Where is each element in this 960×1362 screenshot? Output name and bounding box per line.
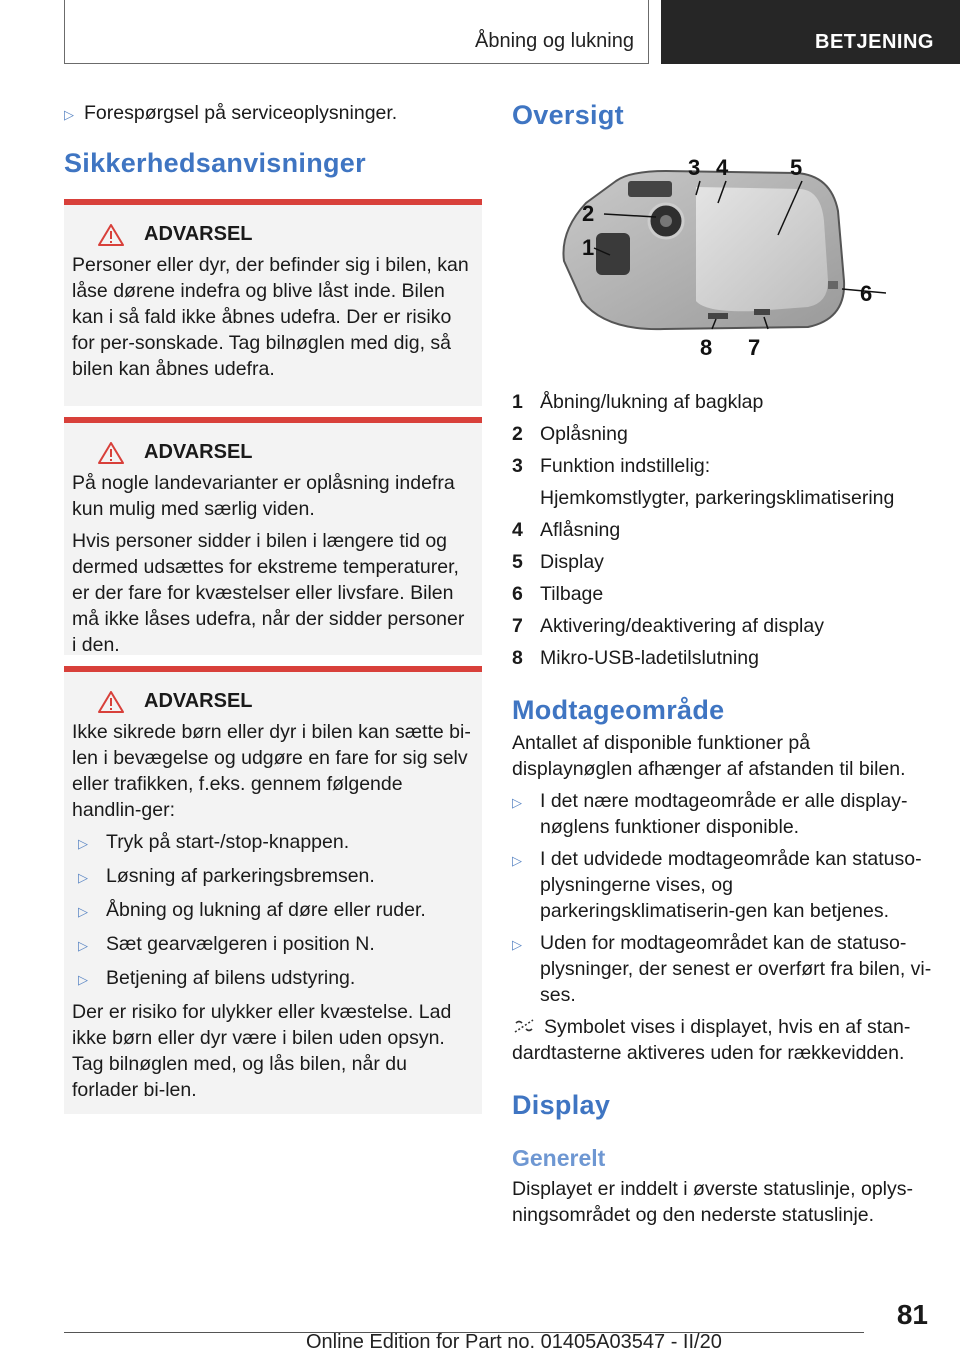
triangle-bullet-icon: ▷ [78,972,88,987]
list-item-text: Tryk på start-/stop-knappen. [106,831,350,853]
warning-box [64,417,482,655]
reception-heading: Modtageområde [512,695,725,725]
warning-bullet-list [72,829,474,993]
callout-8: 8 [700,335,713,360]
warning-header [72,223,474,246]
display-key-figure [546,151,886,373]
callout-3: 3 [688,155,701,180]
safety-heading: Sikkerhedsanvisninger [64,148,366,178]
legend-text: Åbning/lukning af bagklap [540,391,764,413]
legend-number: 1 [512,391,523,413]
warning-text: Ikke sikrede børn eller dyr i bilen kan sætte bi-len i bevægelse og udgøre en fare for sig selv eller trafikken, f.eks. gennem følgende handlin-ger: [72,721,471,821]
list-item-text: Betjening af bilens udstyring. [106,967,356,989]
list-item-text: Løsning af parkeringsbremsen. [106,865,375,887]
legend-number: 2 [512,423,523,445]
symbol-note-text: Symbolet vises i displayet, hvis en af stan-dardtasterne aktiveres uden for rækkevidden. [512,1016,911,1064]
legend-item [512,389,932,415]
legend-item [512,613,932,639]
legend-number: 3 [512,455,523,477]
header-section-box [64,0,649,64]
legend-text: Aflåsning [540,519,621,541]
legend-item [512,645,932,671]
callout-4: 4 [716,155,729,180]
callout-7: 7 [748,335,761,360]
general-text: Displayet er inddelt i øverste statuslinje, oplys-ningsområdet og den nederste statuslinje. [512,1178,913,1226]
list-item [512,788,932,840]
page-number: 81 [896,1299,928,1330]
list-item [72,863,474,891]
warning-title: ADVARSEL [144,690,253,712]
list-item-text: Forespørgsel på serviceoplysninger. [84,102,398,124]
reception-intro: Antallet af disponible funktioner på displaynøglen afhænger af afstanden til bilen. [512,732,906,780]
warning-box [64,199,482,406]
callout-5: 5 [790,155,803,180]
legend-number: 5 [512,551,523,573]
legend-continuation: Hjemkomstlygter, parkeringsklimatisering [540,487,895,509]
triangle-bullet-icon: ▷ [78,836,88,851]
legend-text: Mikro-USB-ladetilslutning [540,647,759,669]
list-item-text: I det nære modtageområde er alle display-nøglens funktioner disponible. [540,790,908,838]
header-chapter-title: BETJENING [815,31,934,53]
list-item [512,846,932,924]
triangle-bullet-icon: ▷ [78,938,88,953]
warning-triangle-icon [98,224,124,246]
legend-number: 7 [512,615,523,637]
left-column [64,100,482,1114]
warning-text: Personer eller dyr, der befinder sig i bilen, kan låse dørene indefra og blive låst inde. Bilen kan i så fald ikke åbnes udefra. Der er risiko for per-sonskade. Tag bilnøglen med dig, så bilen kan åbnes udefra. [72,254,469,380]
legend-text: Tilbage [540,583,604,605]
legend-item [512,581,932,607]
symbol-note [512,1014,932,1066]
callout-2: 2 [582,201,595,226]
warning-triangle-icon [98,691,124,713]
legend-item [512,549,932,575]
warning-title: ADVARSEL [144,223,253,245]
list-item-text: Uden for modtageområdet kan de statuso-plysninger, der senest er overført fra bilen, vi-ses. [540,932,932,1006]
triangle-bullet-icon: ▷ [78,904,88,919]
legend-item [512,421,932,447]
right-column [512,100,932,1234]
list-item-text: Åbning og lukning af døre eller ruder. [106,899,426,921]
triangle-bullet-icon: ▷ [64,107,74,122]
general-heading: Generelt [512,1145,606,1171]
overview-heading: Oversigt [512,100,624,130]
header-section-title: Åbning og lukning [474,30,634,52]
list-item [512,930,932,1008]
legend-text: Funktion indstillelig: [540,455,711,477]
list-item [72,931,474,959]
triangle-bullet-icon: ▷ [512,795,522,810]
legend-text: Oplåsning [540,423,628,445]
list-item-text: I det udvidede modtageområde kan statuso-plysningerne vises, og parkeringsklimatiserin-gen kan betjenes. [540,848,922,922]
triangle-bullet-icon: ▷ [512,937,522,952]
warning-text: Hvis personer sidder i bilen i længere tid og dermed udsættes for ekstreme temperaturer, er der fare for kvæstelser eller livsfare. Bilen må ikke låses udefra, når der sidder personer i den. [72,530,465,656]
warning-title: ADVARSEL [144,441,253,463]
warning-triangle-icon [98,442,124,464]
display-heading: Display [512,1090,611,1120]
list-item [64,100,482,128]
footer-edition: Online Edition for Part no. 01405A03547 - II/20 [306,1331,722,1353]
legend-number: 8 [512,647,523,669]
legend-item [512,517,932,543]
legend-text: Aktivering/deaktivering af display [540,615,824,637]
warning-text: Der er risiko for ulykker eller kvæstelse. Lad ikke børn eller dyr være i bilen uden opsyn. Tag bilnøglen med, og lås bilen, når du forlader bi-len. [72,1001,452,1101]
warning-header [72,441,474,464]
legend-number: 6 [512,583,523,605]
callout-1: 1 [582,235,595,260]
warning-box [64,666,482,1114]
legend-text: Display [540,551,604,573]
triangle-bullet-icon: ▷ [512,853,522,868]
reception-list [512,788,932,1008]
list-item [72,829,474,857]
warning-text: På nogle landevarianter er oplåsning indefra kun mulig med særlig viden. [72,472,455,520]
callout-6: 6 [860,281,873,306]
list-item [72,965,474,993]
warning-header [72,690,474,713]
triangle-bullet-icon: ▷ [78,870,88,885]
list-item-text: Sæt gearvælgeren i position N. [106,933,375,955]
figure-legend [512,389,932,671]
out-of-range-icon [512,1017,536,1035]
legend-number: 4 [512,519,523,541]
legend-item [512,453,932,479]
header-chapter-box [661,0,960,64]
list-item [72,897,474,925]
